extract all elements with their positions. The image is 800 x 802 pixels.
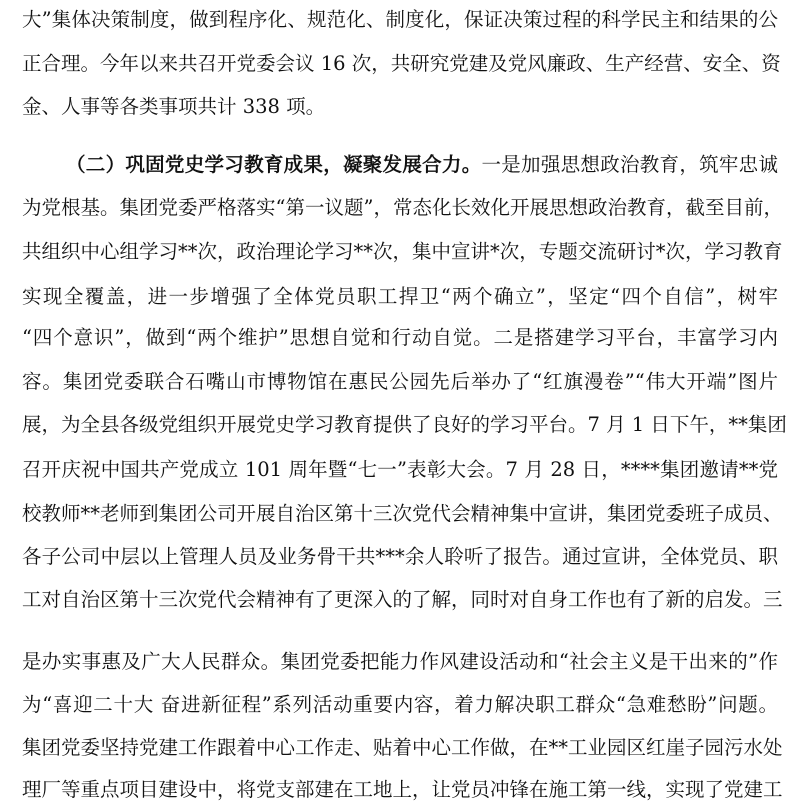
- paragraph-line: 为党根基。集团党委严格落实“第一议题”，常态化长效化开展思想政治教育，截至目前，: [22, 196, 783, 219]
- paragraph-line: “四个意识”，做到“两个维护”思想自觉和行动自觉。二是搭建学习平台，丰富学习内: [22, 326, 778, 349]
- section-heading-line: [66, 153, 778, 177]
- heading-continuation: 一是加强思想政治教育，筑牢忠诚: [481, 153, 778, 176]
- paragraph-line: 校教师**老师到集团公司开展自治区第十三次党代会精神集中宣讲，集团党委班子成员、: [22, 502, 783, 525]
- paragraph-line: 展，为全县各级党组织开展党史学习教育提供了良好的学习平台。7 月 1 日下午，**集团: [22, 413, 787, 436]
- paragraph-line: 集团党委坚持党建工作跟着中心工作走、贴着中心工作做，在**工业园区红崖子园污水处: [22, 736, 783, 759]
- paragraph-line: 金、人事等各类事项共计 338 项。: [22, 95, 326, 118]
- paragraph-line: 共组织中心组学习**次，政治理论学习**次，集中宣讲*次，专题交流研讨*次，学习教育: [22, 240, 783, 263]
- paragraph-line: 理厂等重点项目建设中，将党支部建在工地上，让党员冲锋在施工第一线，实现了党建工: [22, 778, 783, 801]
- paragraph-line: 召开庆祝中国共产党成立 101 周年暨“七一”表彰大会。7 月 28 日，****集团邀请**党: [22, 458, 778, 481]
- section-heading: （二）巩固党史学习教育成果，凝聚发展合力。: [66, 153, 482, 176]
- paragraph-line: 工对自治区第十三次党代会精神有了更深入的了解，同时对自身工作也有了新的启发。三: [22, 588, 783, 611]
- paragraph-line: 各子公司中层以上管理人员及业务骨干共***余人聆听了报告。通过宣讲，全体党员、职: [22, 545, 778, 568]
- paragraph-line: 是办实事惠及广大人民群众。集团党委把能力作风建设活动和“社会主义是干出来的”作: [22, 650, 778, 673]
- paragraph-line: 为“喜迎二十大 奋进新征程”系列活动重要内容，着力解决职工群众“急难愁盼”问题。: [22, 693, 778, 716]
- paragraph-line: 容。集团党委联合石嘴山市博物馆在惠民公园先后举办了“红旗漫卷”“伟大开端”图片: [22, 370, 778, 393]
- paragraph-line: 正合理。今年以来共召开党委会议 16 次，共研究党建及党风廉政、生产经营、安全、资: [22, 52, 781, 75]
- paragraph-line: 实现全覆盖，进一步增强了全体党员职工捍卫“两个确立”，坚定“四个自信”，树牢: [22, 285, 778, 308]
- paragraph-line: 大”集体决策制度，做到程序化、规范化、制度化，保证决策过程的科学民主和结果的公: [22, 8, 778, 31]
